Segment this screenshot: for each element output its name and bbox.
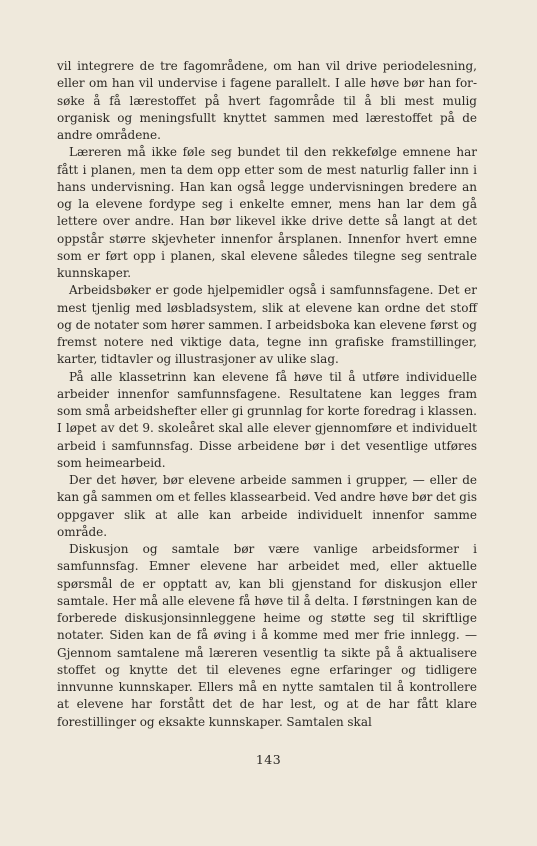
paragraph-5: Der det høver, bør elevene arbeide sammen i grupper, — eller de kan gå sammen om et felles klassearbeid. Ved andre høve bør det gis oppgaver slik at alle kan arbeide individuelt innenfor samme område. <box>57 473 477 539</box>
paragraph-6: Diskusjon og samtale bør være vanlige arbeidsformer i samfunnsfag. Emner elevene har arbeidet med, eller aktuelle spørsmål de er opptatt av, kan bli gjenstand for diskusjon eller samtale. Her må alle elevene få høve til å delta. I førstningen kan de forberede diskusjonsinnleggene heime og støtte seg til skriftlige notater. Siden kan de få øving i å komme med mer frie innlegg. — Gjennom samtalene må læreren vesentlig ta sikte på å aktualisere stoffet og knytte det til elevenes egne erfaringer og tidligere innvunne kunnskaper. Ellers må en nytte samtalen til å kontrollere at elevene har forstått det de har lest, og at de har fått klare forestillinger og eksakte kunnskaper. Samtalen skal <box>57 542 477 729</box>
page-number: 143 <box>255 752 282 767</box>
paragraph-4: På alle klassetrinn kan elevene få høve til å utføre individuelle arbeider innenfor samfunnsfagene. Resultatene kan legges fram som små arbeidshefter eller gi grunnlag for korte foredrag i klassen. I løpet av det 9. skoleåret skal alle elever gjennomføre et individuelt arbeid i samfunnsfag. Disse arbeidene bør i det vesentlige utføres som heimearbeid. <box>57 369 477 470</box>
paragraph-1: vil integrere de tre fagområdene, om han vil drive periodelesning, eller om han vil undervise i fagene parallelt. I alle høve bør han forsøke å få lærestoffet på hvert fagområde til å bli mest mulig organisk og meningsfullt knyttet sammen med lærestoffet på de andre områdene. <box>57 59 477 142</box>
paragraph-2: Læreren må ikke føle seg bundet til den rekkefølge emnene har fått i planen, men ta dem opp etter som de mest naturlig faller inn i hans undervisning. Han kan også legge undervisningen bredere an og la elevene fordype seg i enkelte emner, mens han lar dem gå lettere over andre. Han bør likevel ikke drive dette så langt at det oppstår større skjevheter innenfor årsplanen. Innenfor hvert emne som er ført opp i planen, skal elevene således tilegne seg sentrale kunnskaper. <box>57 145 477 280</box>
paragraph-3: Arbeidsbøker er gode hjelpemidler også i samfunnsfagene. Det er mest tjenlig med løsbladsystem, slik at elevene kan ordne det stoff og de notater som hører sammen. I arbeidsboka kan elevene først og fremst notere ned viktige data, tegne inn grafiske framstillinger, karter, tidtavler og illustrasjoner av ulike slag. <box>57 283 477 367</box>
page-body <box>57 58 477 731</box>
